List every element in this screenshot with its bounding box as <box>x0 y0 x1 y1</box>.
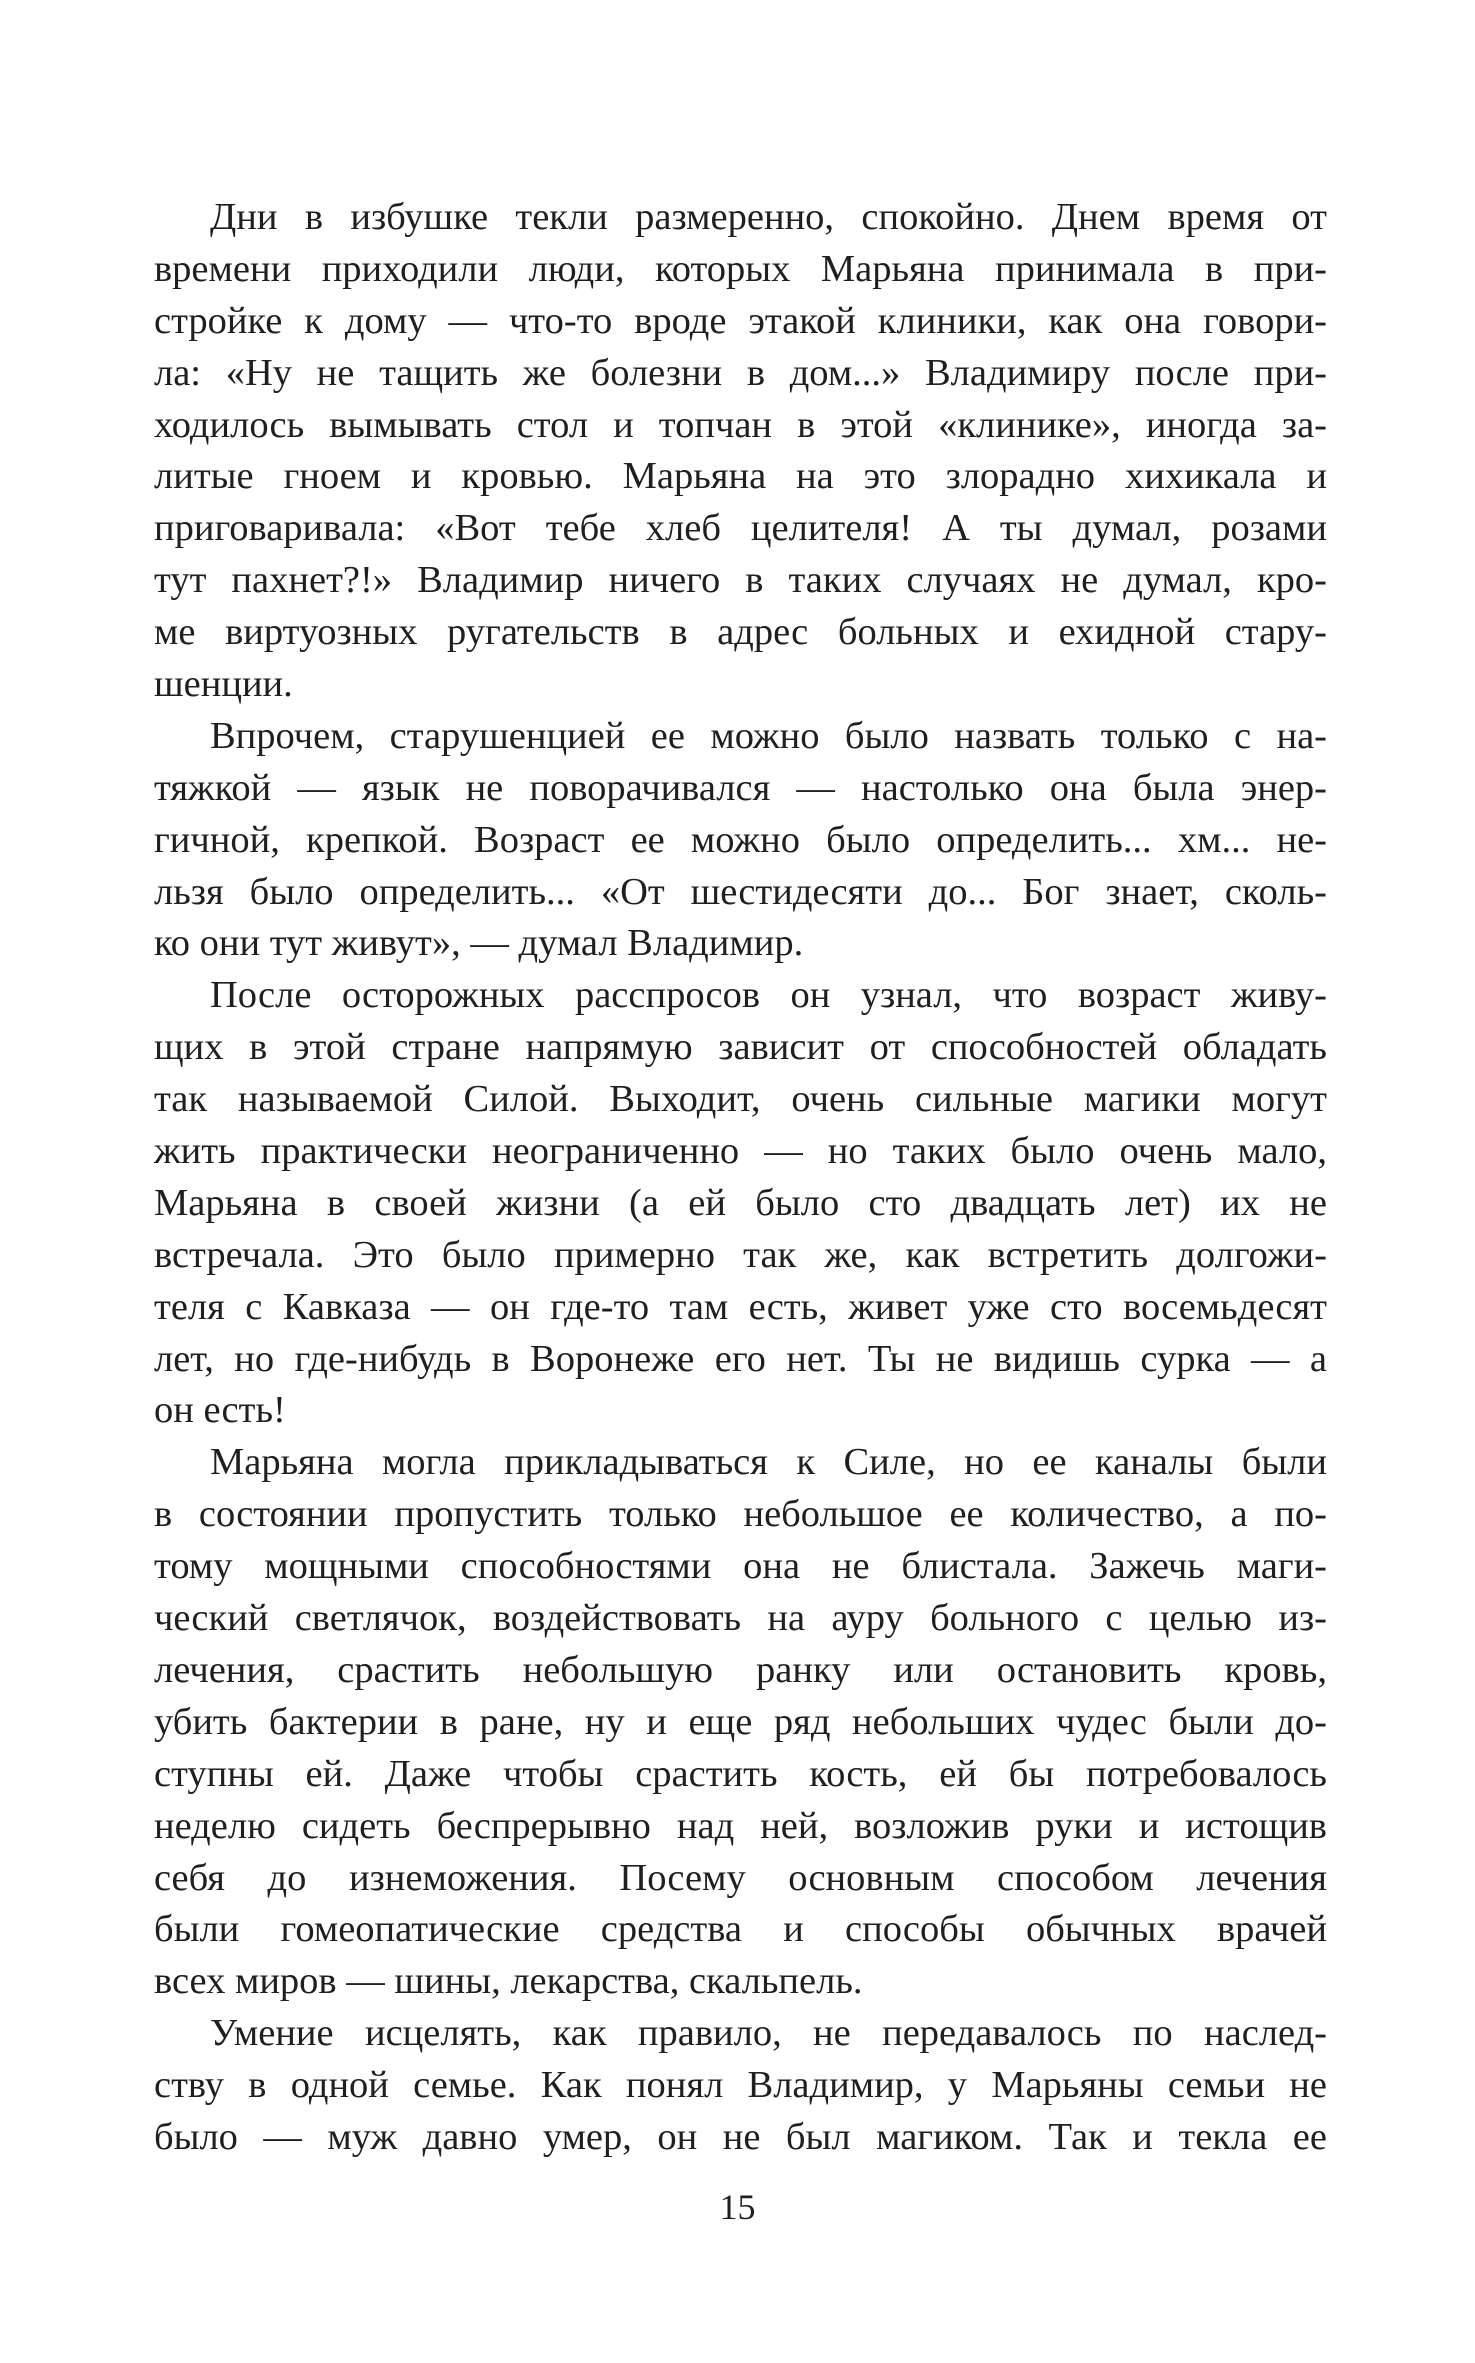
text-line: всех миров — шины, лекарства, скальпель. <box>154 1960 863 2003</box>
text-line: ческий светлячок, воздействовать на ауру больного с целью из- <box>154 1597 1327 1640</box>
text-line: После осторожных расспросов он узнал, что возраст живу- <box>210 974 1327 1017</box>
text-line: Впрочем, старушенцией ее можно было назвать только с на- <box>210 714 1327 757</box>
text-line: неделю сидеть беспрерывно над ней, возложив руки и истощив <box>154 1804 1327 1847</box>
text-line: Дни в избушке текли размеренно, спокойно. Днем время от <box>210 196 1327 238</box>
text-line: встречала. Это было примерно так же, как встретить долгожи- <box>154 1233 1327 1276</box>
text-line: ла: «Ну не тащить же болезни в дом...» Владимиру после при- <box>154 351 1327 394</box>
text-line: убить бактерии в ране, ну и еще ряд небольших чудес были до- <box>154 1700 1327 1743</box>
text-line: ству в одной семье. Как понял Владимир, у Марьяны семьи не <box>154 2064 1327 2107</box>
text-line: приговаривала: «Вот тебе хлеб целителя! А ты думал, розами <box>154 507 1327 550</box>
text-line: ме виртуозных ругательств в адрес больных и ехидной стару- <box>154 611 1327 654</box>
text-line: литые гноем и кровью. Марьяна на это злорадно хихикала и <box>154 455 1327 498</box>
text-line: шенции. <box>154 663 293 706</box>
text-line: тому мощными способностями она не блистала. Зажечь маги- <box>154 1545 1327 1588</box>
text-line: себя до изнеможения. Посему основным способом лечения <box>154 1856 1327 1899</box>
text-line: Умение исцелять, как правило, не передавалось по наслед- <box>210 2012 1327 2055</box>
paragraph <box>154 970 1327 1437</box>
text-line: ходилось вымывать стол и топчан в этой «клинике», иногда за- <box>154 403 1327 446</box>
text-line: времени приходили люди, которых Марьяна принимала в при- <box>154 247 1327 290</box>
text-line: Марьяна в своей жизни (а ей было сто двадцать лет) их не <box>154 1181 1327 1224</box>
paragraph <box>154 2008 1327 2164</box>
paragraph <box>154 711 1327 970</box>
paragraph <box>154 1437 1327 2008</box>
body-text <box>154 192 1327 2164</box>
text-line: тяжкой — язык не поворачивался — настолько она была энер- <box>154 766 1327 809</box>
text-line: так называемой Силой. Выходит, очень сильные магики могут <box>154 1078 1327 1121</box>
text-line: льзя было определить... «От шестидесяти до... Бог знает, сколь- <box>154 870 1327 913</box>
text-line: ко они тут живут», — думал Владимир. <box>154 922 804 965</box>
text-line: лечения, срастить небольшую ранку или остановить кровь, <box>154 1648 1327 1691</box>
text-line: теля с Кавказа — он где-то там есть, живет уже сто восемьдесят <box>154 1285 1327 1328</box>
text-line: в состоянии пропустить только небольшое ее количество, а по- <box>154 1493 1327 1536</box>
paragraph <box>154 192 1327 711</box>
text-line: ступны ей. Даже чтобы срастить кость, ей бы потребовалось <box>154 1752 1327 1795</box>
text-line: Марьяна могла прикладываться к Силе, но ее каналы были <box>210 1441 1327 1484</box>
text-line: тут пахнет?!» Владимир ничего в таких случаях не думал, кро- <box>154 559 1327 602</box>
page-number: 15 <box>719 2187 756 2227</box>
text-line: жить практически неограниченно — но таких было очень мало, <box>154 1130 1327 1173</box>
text-line: было — муж давно умер, он не был магиком. Так и текла ее <box>154 2115 1327 2158</box>
text-line: он есть! <box>154 1389 286 1432</box>
text-line: лет, но где-нибудь в Воронеже его нет. Ты не видишь сурка — а <box>154 1337 1327 1380</box>
text-line: были гомеопатические средства и способы обычных врачей <box>154 1908 1327 1951</box>
text-line: стройке к дому — что-то вроде этакой клиники, как она говори- <box>154 299 1327 342</box>
text-line: щих в этой стране напрямую зависит от способностей обладать <box>154 1026 1327 1069</box>
text-line: гичной, крепкой. Возраст ее можно было определить... хм... не- <box>154 818 1327 861</box>
